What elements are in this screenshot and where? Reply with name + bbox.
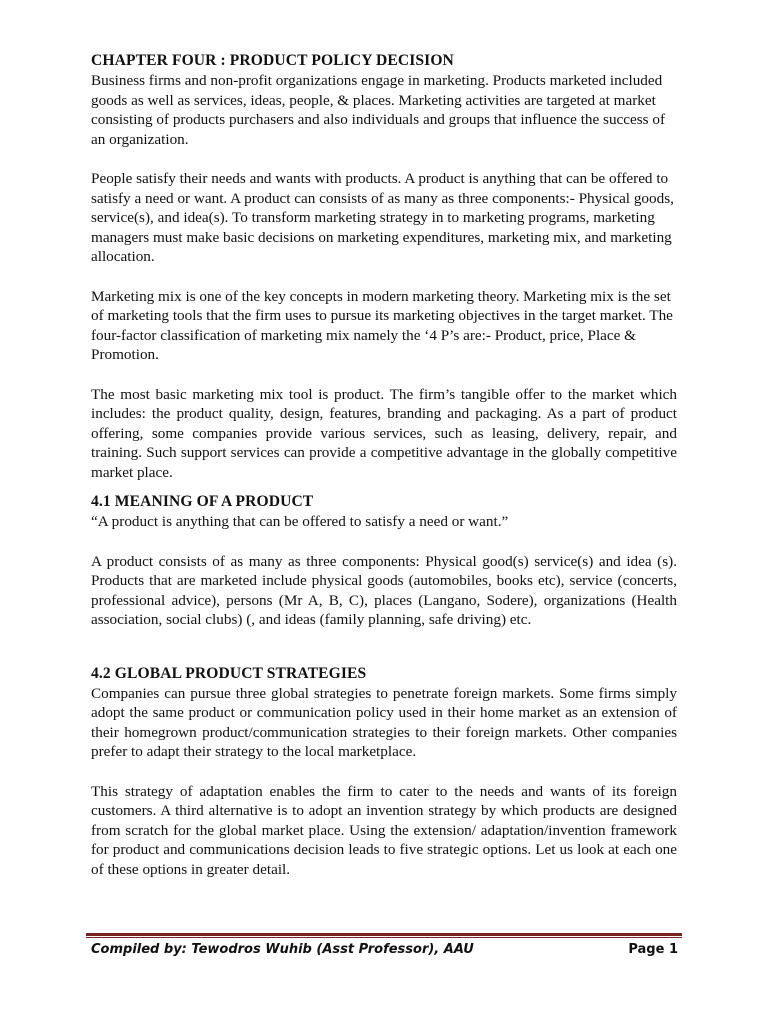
section-2-title: 4.2 GLOBAL PRODUCT STRATEGIES xyxy=(91,664,367,682)
footer-divider xyxy=(86,933,682,936)
chapter-paragraph-4: The most basic marketing mix tool is product. The firm’s tangible offer to the market which includes: the product quality, design, features, branding and packaging. As a part of product offering, some companies provide various services, such as leasing, delivery, repair, and training. Such support services can provide a competitive advantage in the globally competitive market place. xyxy=(91,385,677,481)
section-2-paragraph-1: Companies can pursue three global strategies to penetrate foreign markets. Some firms simply adopt the same product or communication policy used in their home market as an extension of their homegrown product/communication strategies to their foreign markets. Other companies prefer to adapt their strategy to the local marketplace. xyxy=(91,684,677,761)
section-2-paragraph-2: This strategy of adaptation enables the firm to cater to the needs and wants of its foreign customers. A third alternative is to adopt an invention strategy by which products are designed from scratch for the global market place. Using the extension/ adaptation/invention framework for product and communications decision leads to five strategic options. Let us look at each one of these options in greater detail. xyxy=(91,782,677,878)
chapter-title: CHAPTER FOUR : PRODUCT POLICY DECISION xyxy=(91,52,454,69)
section-1-paragraph: A product consists of as many as three components: Physical good(s) service(s) and idea (s). Products that are marketed include physical goods (automobiles, books etc), service (concerts, professional advice), persons (Mr A, B, C), places (Langano, Sodere), organizations (Health association, social clubs) (, and ideas (family planning, safe driving) etc. xyxy=(91,552,677,629)
chapter-paragraph-2: People satisfy their needs and wants with products. A product is anything that can be offered to satisfy a need or want. A product can consists of as many as three components:- Physical goods, service(s), and idea(s). To transform marketing strategy in to marketing programs, marketing managers must make basic decisions on marketing expenditures, marketing mix, and marketing allocation. xyxy=(91,169,674,266)
section-1-title: 4.1 MEANING OF A PRODUCT xyxy=(91,493,314,511)
chapter-paragraph-3: Marketing mix is one of the key concepts in modern marketing theory. Marketing mix is the set of marketing tools that the firm uses to pursue its marketing objectives in the target market. The four-factor classification of marketing mix namely the ‘4 P’s are:- Product, price, Place & Promotion. xyxy=(91,287,673,364)
document-page xyxy=(91,51,677,880)
footer-divider-thin xyxy=(86,937,682,938)
section-1-quote: “A product is anything that can be offered to satisfy a need or want.” xyxy=(91,513,509,531)
footer-compiled-by: Compiled by: Tewodros Wuhib (Asst Professor), AAU xyxy=(91,942,474,957)
footer-page-number: Page 1 xyxy=(628,942,678,957)
chapter-paragraph-1: Business firms and non-profit organizations engage in marketing. Products marketed included goods as well as services, ideas, people, & places. Marketing activities are targeted at market consisting of products purchasers and also individuals and groups that influence the success of an organization. xyxy=(91,72,666,148)
